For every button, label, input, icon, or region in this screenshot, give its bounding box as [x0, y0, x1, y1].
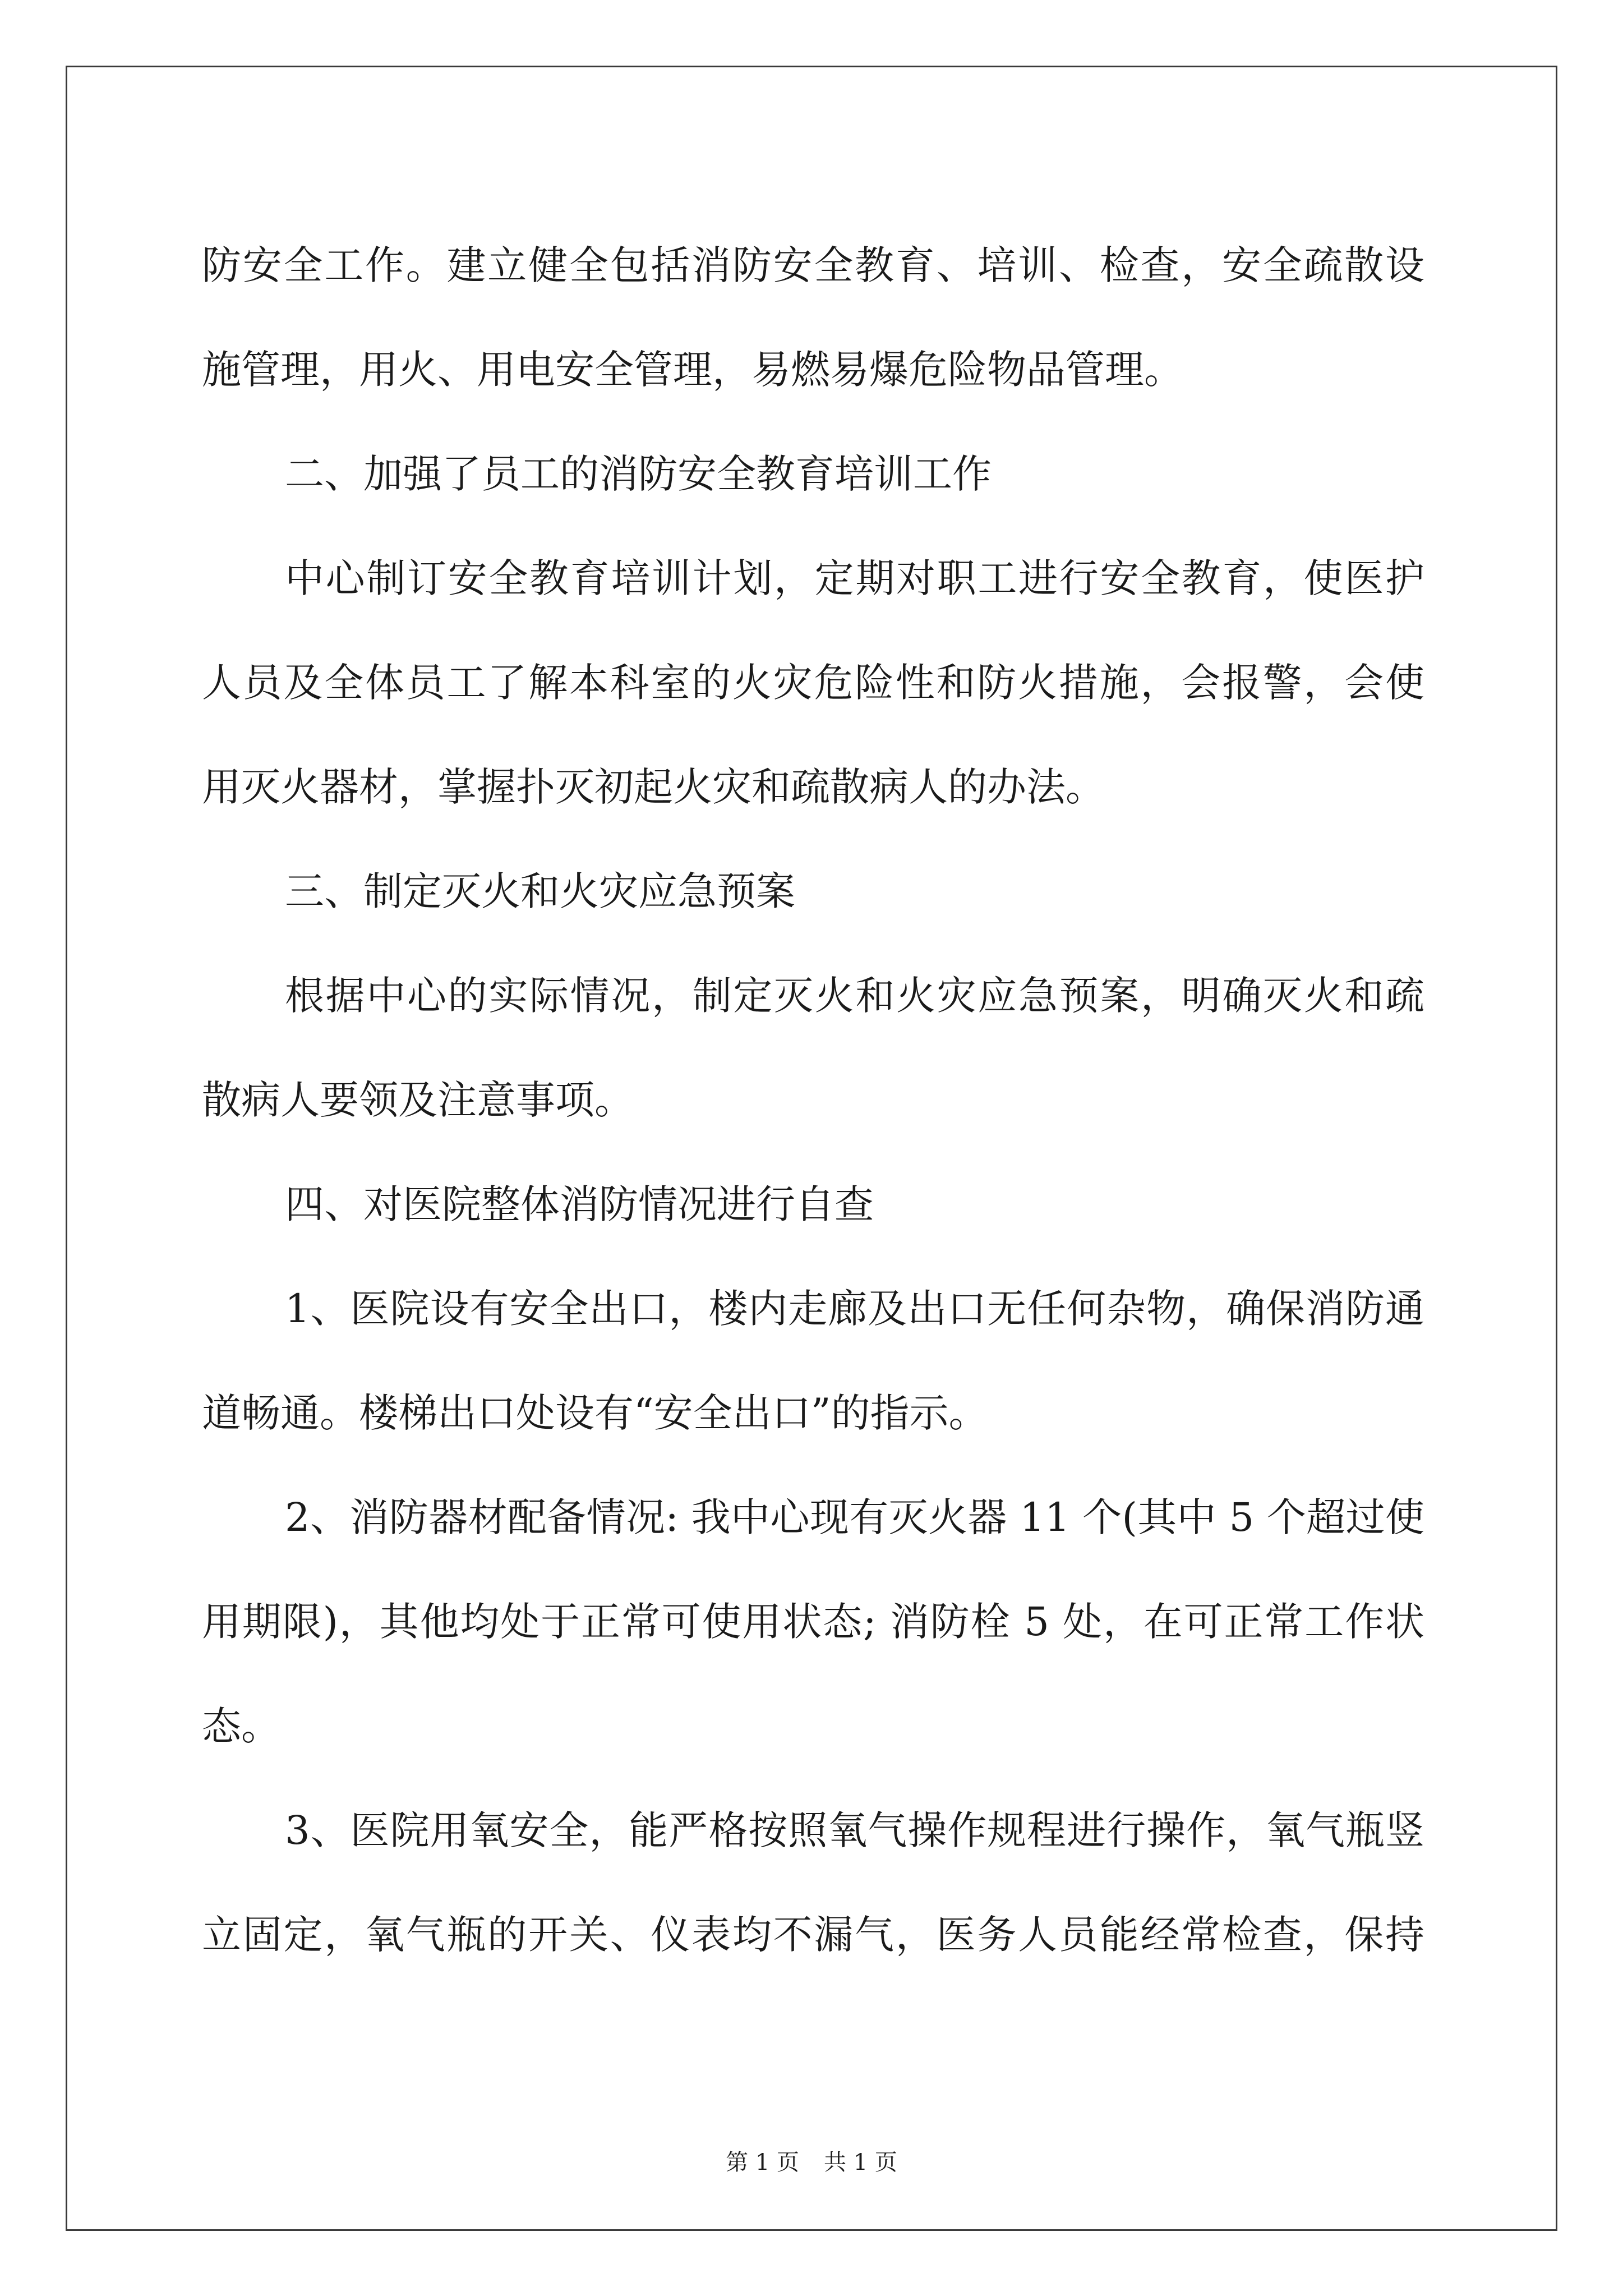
text-line-5: 人员及全体员工了解本科室的火灾危险性和防火措施，会报警，会使 [202, 660, 1424, 706]
text-line-3: 二、加强了员工的消防安全教育培训工作 [285, 451, 992, 497]
document-body [202, 213, 1424, 1987]
text-line-17: 立固定，氧气瓶的开关、仪表均不漏气，医务人员能经常检查，保持 [202, 1912, 1424, 1958]
page-footer [0, 2148, 1623, 2177]
page-number: 第 1 页 [726, 2150, 799, 2175]
text-line-13: 2、消防器材配备情况: 我中心现有灭火器 11 个(其中 5 个超过使 [285, 1494, 1424, 1540]
text-line-2: 施管理，用火、用电安全管理，易燃易爆危险物品管理。 [202, 347, 1183, 393]
text-line-7: 三、制定灭火和火灾应急预案 [285, 868, 795, 914]
text-line-11: 1、医院设有安全出口，楼内走廊及出口无任何杂物，确保消防通 [285, 1286, 1424, 1332]
text-line-10: 四、对医院整体消防情况进行自查 [285, 1181, 874, 1227]
text-line-14: 用期限)，其他均处于正常可使用状态; 消防栓 5 处，在可正常工作状 [202, 1599, 1424, 1645]
text-line-16: 3、医院用氧安全，能严格按照氧气操作规程进行操作，氧气瓶竖 [285, 1807, 1424, 1853]
text-line-12: 道畅通。楼梯出口处设有“安全出口”的指示。 [202, 1390, 988, 1436]
text-line-4: 中心制订安全教育培训计划，定期对职工进行安全教育，使医护 [285, 555, 1424, 601]
text-line-8: 根据中心的实际情况，制定灭火和火灾应急预案，明确灭火和疏 [285, 973, 1424, 1019]
page-total: 共 1 页 [824, 2150, 897, 2175]
text-line-15: 态。 [202, 1703, 280, 1749]
text-line-6: 用灭火器材，掌握扑灭初起火灾和疏散病人的办法。 [202, 764, 1105, 810]
text-line-9: 散病人要领及注意事项。 [202, 1077, 634, 1123]
text-line-1: 防安全工作。建立健全包括消防安全教育、培训、检查，安全疏散设 [202, 242, 1424, 288]
